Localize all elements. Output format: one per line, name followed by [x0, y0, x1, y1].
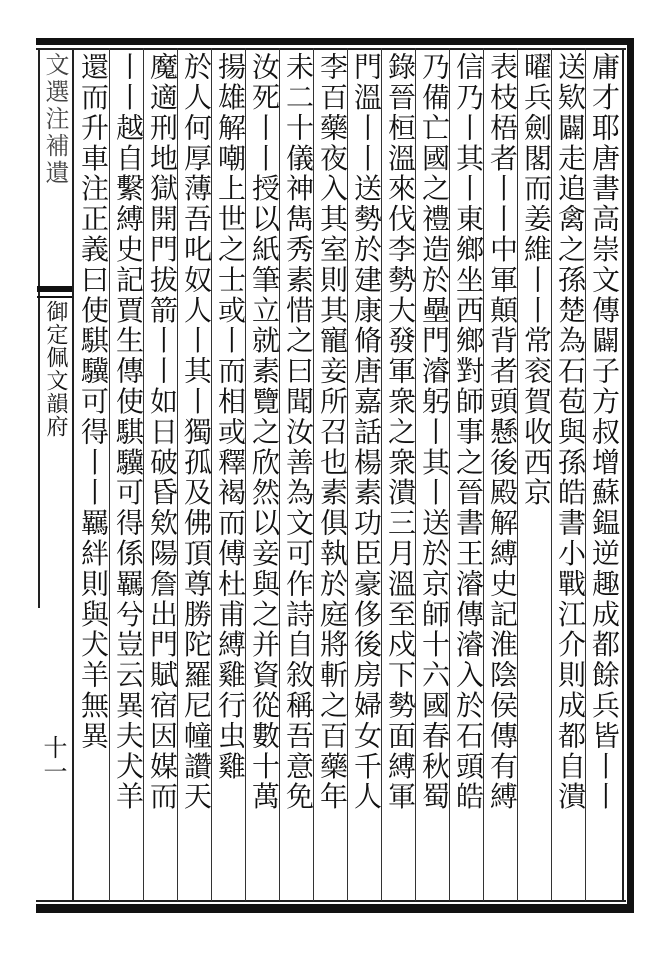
text-column-14: 魔適刑地獄開門拔箭丨丨如日破昏欸陽詹出門賦宿因媒而 [146, 52, 179, 812]
frame-inner-rule-bottom [36, 900, 626, 902]
text-column-2: 送欵闢走追禽之孫楚為石苞與孫皓書小戰江介則成都自潰 [554, 52, 587, 812]
page-number: 十一 [39, 735, 67, 783]
text-column-9: 李百藥夜入其室則其寵妾所召也素俱執於庭將斬之百藥年 [316, 52, 349, 812]
text-column-1: 庸才耶唐書高崇文傳闢子方叔增蘇鎾逆趣成都餘兵皆丨丨 [588, 52, 621, 812]
gutter-rule [72, 48, 74, 901]
frame-border-bottom [36, 904, 634, 913]
frame-border-right [627, 38, 634, 913]
frame-inner-rule-right [622, 48, 624, 901]
frame-border-top [36, 38, 634, 45]
book-title: 御定佩文韻府 [43, 300, 68, 438]
text-column-5: 信乃丨其丨東鄉坐西鄉對師事之晉書王濬傳濬入於石頭皓 [452, 52, 485, 812]
text-column-7: 錄晉桓溫來伐李勢大發軍衆之衆潰三月溫至戍下勢面縛軍 [384, 52, 417, 812]
text-column-4: 表枝梧者丨丨中軍顛背者頭懸後殿解縛史記淮陰侯傳有縛 [486, 52, 519, 812]
text-column-13: 於人何厚薄吾叱奴人丨其丨獨孤及佛頂尊勝陀羅尼幢讚天 [180, 52, 213, 812]
text-column-8: 門溫丨丨送勢於建康脩唐嘉話楊素功臣豪侈後房婦女千人 [350, 52, 383, 812]
gutter-header-text: 文選注補遺 [41, 52, 69, 187]
text-column-15: 丨丨越自繫縛史記賈生傳使騏驥可得係羈兮豈云異夫犬羊 [112, 52, 145, 812]
text-column-11: 汝死丨丨授以紙筆立就素覽之欣然以妾與之并資從數十萬 [248, 52, 281, 812]
text-column-12: 揚雄解嘲上世之士或丨而相或釋褐而傅杜甫縛雞行虫雞 [214, 52, 247, 782]
text-column-10: 未二十儀神雋秀素惜之曰聞汝善為文可作詩自敘稱吾意免 [282, 52, 315, 812]
gutter-black-band [37, 286, 72, 292]
text-column-16: 還而升車注正義曰使騏驥可得丨丨羈絆則與犬羊無異 [77, 52, 110, 752]
frame-inner-rule-top [36, 48, 626, 50]
text-column-3: 曜兵劍閣而姜維丨丨常衮賀收西京 [520, 52, 553, 508]
text-column-6: 乃備亡國之禮造於壘門濬躬丨其丨送於京師十六國春秋蜀 [418, 52, 451, 812]
gutter-thin-band [37, 296, 72, 298]
